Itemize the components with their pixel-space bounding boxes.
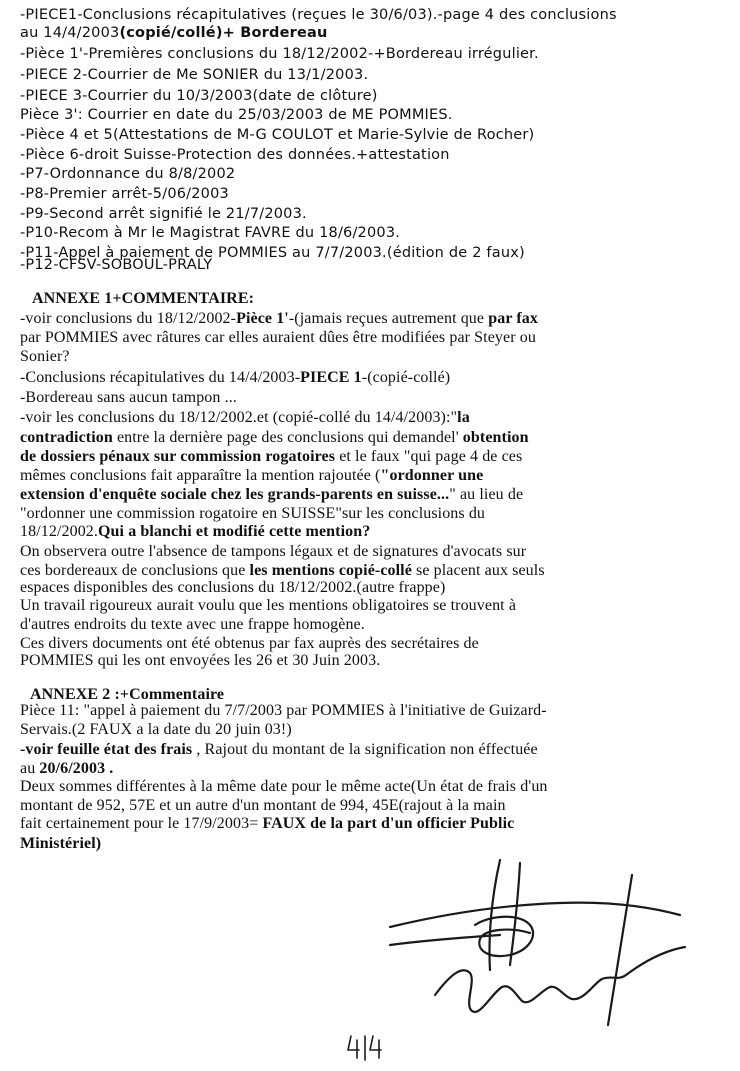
- annexe-1-line-6: -voir les conclusions du 18/12/2002.et (copié-collé du 14/4/2003):"la: [20, 409, 470, 426]
- annexe-1-line-16: Un travail rigoureux aurait voulu que les mentions obligatoires se trouvent à: [20, 597, 517, 614]
- piece-1-prime-line: -Pièce 1'-Premières conclusions du 18/12/2002-+Bordereau irrégulier.: [20, 46, 539, 62]
- piece-6-line: -Pièce 6-droit Suisse-Protection des données.+attestation: [20, 147, 450, 163]
- annexe-1-line-2: par POMMIES avec râtures car elles auraient dûes être modifiées par Steyer ou: [20, 329, 536, 346]
- piece-8-line: -P8-Premier arrêt-5/06/2003: [20, 186, 229, 202]
- annexe-1-title: ANNEXE 1+COMMENTAIRE:: [32, 290, 255, 307]
- annexe-1-line-10: extension d'enquête sociale chez les grands-parents en suisse..." au lieu de: [20, 486, 524, 503]
- piece-1-line: -PIECE1-Conclusions récapitulatives (reçues le 30/6/03).-page 4 des conclusions: [20, 7, 617, 23]
- annexe-1-line-18: Ces divers documents ont été obtenus par fax auprès des secrétaires de: [20, 635, 479, 652]
- piece-1-continuation: au 14/4/2003(copié/collé)+ Bordereau: [20, 25, 328, 41]
- annexe-1-line-8: de dossiers pénaux sur commission rogatoires et le faux "qui page 4 de ces: [20, 448, 523, 465]
- annexe-1-line-5: -Bordereau sans aucun tampon ...: [20, 389, 237, 406]
- annexe-2-line-7: fait certainement pour le 17/9/2003= FAUX de la part d'un officier Public: [20, 815, 515, 832]
- piece-11-line: -P11-Appel à paiement de POMMIES au 7/7/2003.(édition de 2 faux): [20, 245, 525, 261]
- annexe-2-title: ANNEXE 2 :+Commentaire: [30, 686, 225, 703]
- piece-12-line: -P12-CFSV-SOBOUL-PRALY: [20, 257, 213, 273]
- piece-7-line: -P7-Ordonnance du 8/8/2002: [20, 166, 236, 182]
- page-number-handwritten: [345, 1032, 385, 1062]
- annexe-1-line-19: POMMIES qui les ont envoyées les 26 et 30 Juin 2003.: [20, 652, 381, 669]
- annexe-2-line-6: montant de 952, 57E et un autre d'un montant de 994, 45E(rajout à la main: [20, 797, 506, 814]
- annexe-2-line-1: Pièce 11: "appel à paiement du 7/7/2003 par POMMIES à l'initiative de Guizard-: [20, 702, 547, 719]
- annexe-1-line-4: -Conclusions récapitulatives du 14/4/2003-PIECE 1-(copié-collé): [20, 369, 451, 386]
- piece-3-prime-line: Pièce 3': Courrier en date du 25/03/2003 de ME POMMIES.: [20, 107, 453, 123]
- piece-2-line: -PIECE 2-Courrier de Me SONIER du 13/1/2003.: [20, 67, 369, 83]
- annexe-2-line-2: Servais.(2 FAUX a la date du 20 juin 03!): [20, 721, 292, 738]
- annexe-1-line-3: Sonier?: [20, 348, 70, 365]
- annexe-1-line-15: espaces disponibles des conclusions du 18/12/2002.(autre frappe): [20, 579, 446, 596]
- annexe-1-line-13: On observera outre l'absence de tampons légaux et de signatures d'avocats sur: [20, 543, 527, 560]
- annexe-2-line-3: -voir feuille état des frais , Rajout du montant de la signification non éffectuée: [20, 741, 538, 758]
- handwritten-signature: [380, 855, 710, 1035]
- piece-10-line: -P10-Recom à Mr le Magistrat FAVRE du 18/6/2003.: [20, 225, 401, 241]
- annexe-1-line-11: "ordonner une commission rogatoire en SUISSE"sur les conclusions du: [20, 505, 486, 522]
- annexe-2-line-4: au 20/6/2003 .: [20, 760, 114, 777]
- piece-3-line: -PIECE 3-Courrier du 10/3/2003(date de clôture): [20, 88, 378, 104]
- annexe-1-line-12: 18/12/2002.Qui a blanchi et modifié cette mention?: [20, 523, 371, 540]
- annexe-1-line-1: -voir conclusions du 18/12/2002-Pièce 1'-(jamais reçues autrement que par fax: [20, 310, 538, 327]
- annexe-1-line-17: d'autres endroits du texte avec une frappe homogène.: [20, 616, 365, 633]
- piece-9-line: -P9-Second arrêt signifié le 21/7/2003.: [20, 206, 307, 222]
- annexe-1-line-9: mêmes conclusions fait apparaître la mention rajoutée ("ordonner une: [20, 467, 484, 484]
- annexe-2-line-8: Ministériel): [20, 835, 102, 852]
- annexe-1-line-7: contradiction entre la dernière page des conclusions qui demandel' obtention: [20, 429, 529, 446]
- piece-4-5-line: -Pièce 4 et 5(Attestations de M-G COULOT et Marie-Sylvie de Rocher): [20, 127, 535, 143]
- annexe-1-line-14: ces bordereaux de conclusions que les mentions copié-collé se placent aux seuls: [20, 562, 545, 579]
- annexe-2-line-5: Deux sommes différentes à la même date pour le même acte(Un état de frais d'un: [20, 778, 548, 795]
